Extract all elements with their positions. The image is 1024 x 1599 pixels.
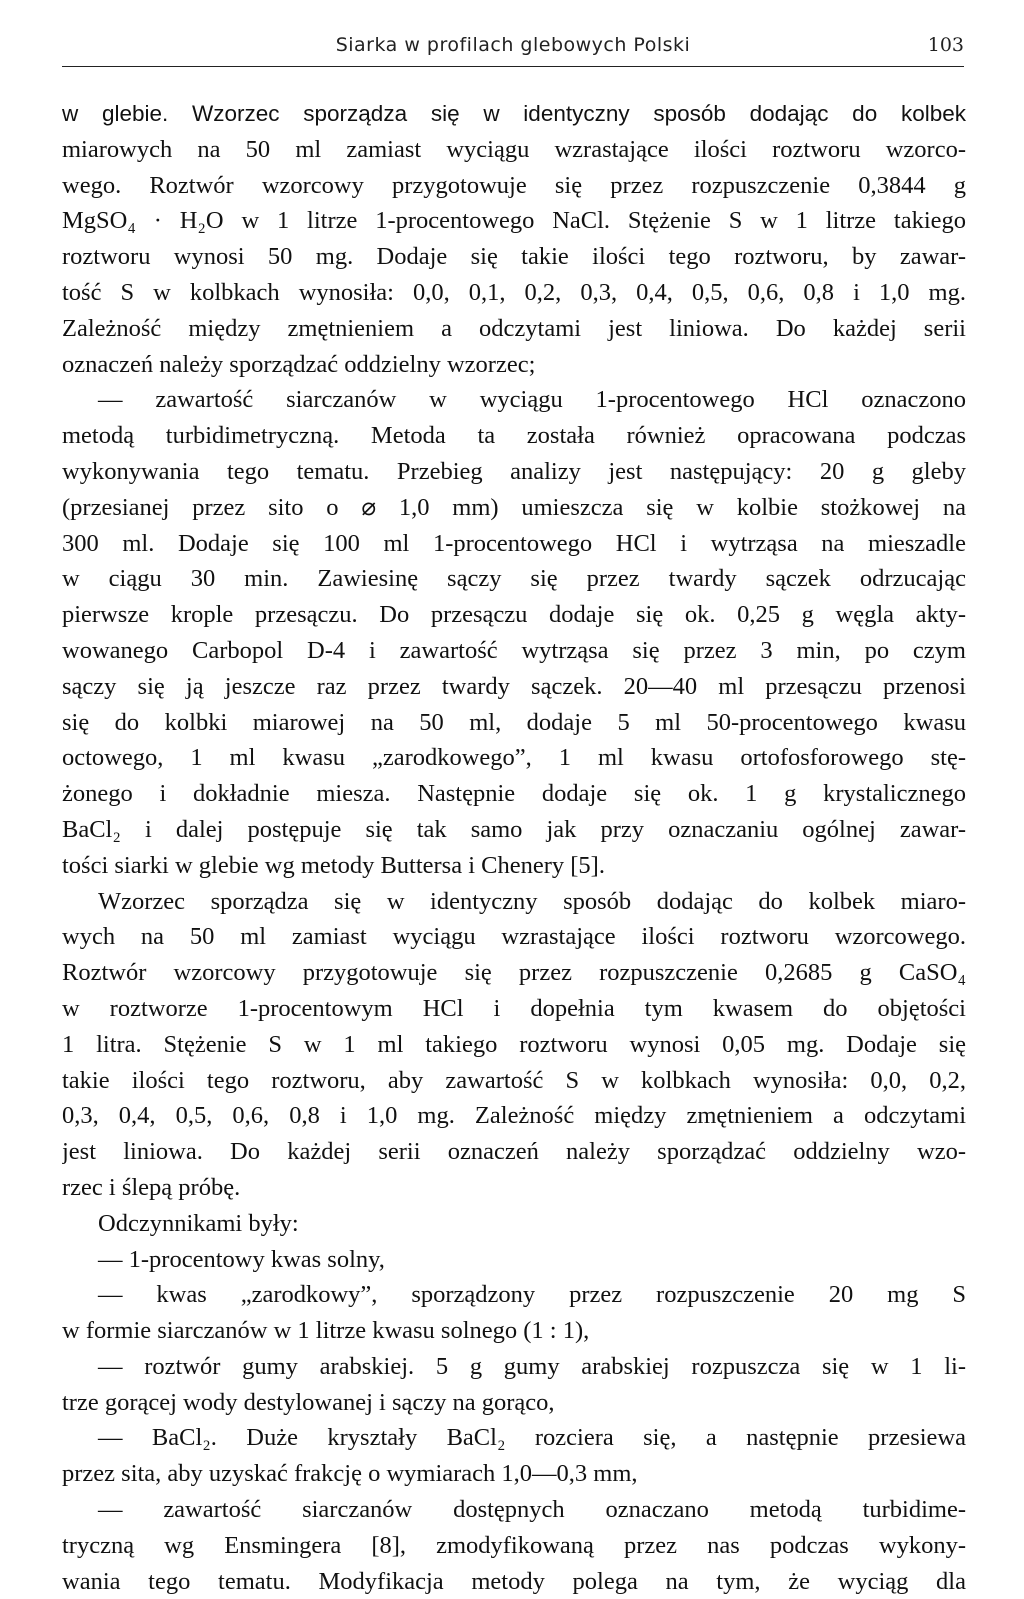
- text-line: rzec i ślepą próbę.: [62, 1173, 241, 1201]
- text-line: Zależność między zmętnieniem a odczytami jest liniowa. Do każdej serii: [62, 314, 966, 342]
- text-line: 0,3, 0,4, 0,5, 0,6, 0,8 i 1,0 mg. Zależność między zmętnieniem a odczytami: [62, 1102, 966, 1130]
- text-line: 300 ml. Dodaje się 100 ml 1-procentowego HCl i wytrząsa na mieszadle: [62, 529, 966, 557]
- text-line: w roztworze 1-procentowym HCl i dopełnia tym kwasem do objętości: [62, 994, 966, 1022]
- text-line: — zawartość siarczanów w wyciągu 1-procentowego HCl oznaczono: [98, 386, 966, 414]
- text-line: Roztwór wzorcowy przygotowuje się przez rozpuszczenie 0,2685 g CaSO₄: [62, 959, 966, 987]
- text-line: tość S w kolbkach wynosiła: 0,0, 0,1, 0,2, 0,3, 0,4, 0,5, 0,6, 0,8 i 1,0 mg.: [62, 278, 966, 306]
- text-line: wania tego tematu. Modyfikacja metody polega na tym, że wyciąg dla: [62, 1567, 966, 1595]
- text-line: trze gorącej wody destylowanej i sączy na gorąco,: [62, 1388, 555, 1416]
- text-line: wykonywania tego tematu. Przebieg analizy jest następujący: 20 g gleby: [62, 457, 966, 485]
- text-line: 1 litra. Stężenie S w 1 ml takiego roztworu wynosi 0,05 mg. Dodaje się: [62, 1030, 966, 1058]
- text-line: — zawartość siarczanów dostępnych oznaczano metodą turbidime-: [98, 1496, 966, 1524]
- text-line: — 1-procentowy kwas solny,: [98, 1245, 385, 1273]
- text-line: żonego i dokładnie miesza. Następnie dodaje się ok. 1 g krystalicznego: [62, 780, 966, 808]
- text-line: takie ilości tego roztworu, aby zawartość S w kolbkach wynosiła: 0,0, 0,2,: [62, 1066, 966, 1094]
- body-text: [62, 96, 966, 1599]
- page-number: 103: [927, 34, 964, 56]
- text-line: — kwas „zarodkowy”, sporządzony przez rozpuszczenie 20 mg S: [98, 1281, 966, 1309]
- text-line: miarowych na 50 ml zamiast wyciągu wzrastające ilości roztworu wzorco-: [62, 135, 966, 163]
- text-line: jest liniowa. Do każdej serii oznaczeń należy sporządzać oddzielny wzo-: [62, 1138, 966, 1166]
- text-line: (przesianej przez sito o ⌀ 1,0 mm) umieszcza się w kolbie stożkowej na: [62, 493, 966, 521]
- text-line: Wzorzec sporządza się w identyczny sposób dodając do kolbek miaro-: [98, 887, 966, 915]
- text-line: octowego, 1 ml kwasu „zarodkowego”, 1 ml kwasu ortofosforowego stę-: [62, 744, 966, 772]
- text-line: Odczynnikami były:: [98, 1209, 299, 1237]
- running-title: Siarka w profilach glebowych Polski: [335, 34, 691, 56]
- text-line: wowanego Carbopol D-4 i zawartość wytrząsa się przez 3 min, po czym: [62, 636, 966, 664]
- text-line: oznaczeń należy sporządzać oddzielny wzorzec;: [62, 350, 536, 378]
- text-line: w glebie. Wzorzec sporządza się w identyczny sposób dodając do kolbek: [62, 101, 966, 126]
- text-line: metodą turbidimetryczną. Metoda ta została również opracowana podczas: [62, 422, 966, 450]
- text-line: w formie siarczanów w 1 litrze kwasu solnego (1 : 1),: [62, 1317, 590, 1345]
- text-line: przez sita, aby uzyskać frakcję o wymiarach 1,0—0,3 mm,: [62, 1460, 638, 1488]
- text-line: w ciągu 30 min. Zawiesinę sączy się przez twardy sączek odrzucając: [62, 565, 966, 593]
- text-line: — roztwór gumy arabskiej. 5 g gumy arabskiej rozpuszcza się w 1 li-: [98, 1352, 966, 1380]
- text-line: wych na 50 ml zamiast wyciągu wzrastające ilości roztworu wzorcowego.: [62, 923, 966, 951]
- text-line: tryczną wg Ensmingera [8], zmodyfikowaną przez nas podczas wykony-: [62, 1531, 966, 1559]
- text-line: MgSO₄ · H₂O w 1 litrze 1-procentowego NaCl. Stężenie S w 1 litrze takiego: [62, 207, 966, 235]
- text-line: sączy się ją jeszcze raz przez twardy sączek. 20—40 ml przesączu przenosi: [62, 672, 966, 700]
- text-line: BaCl₂ i dalej postępuje się tak samo jak przy oznaczaniu ogólnej zawar-: [62, 815, 966, 843]
- text-line: wego. Roztwór wzorcowy przygotowuje się przez rozpuszczenie 0,3844 g: [62, 171, 966, 199]
- text-line: tości siarki w glebie wg metody Buttersa i Chenery [5].: [62, 851, 605, 879]
- page-header: [62, 26, 964, 67]
- text-line: roztworu wynosi 50 mg. Dodaje się takie ilości tego roztworu, by zawar-: [62, 243, 966, 271]
- text-line: — BaCl₂. Duże kryształy BaCl₂ rozciera się, a następnie przesiewa: [98, 1424, 966, 1452]
- text-line: pierwsze krople przesączu. Do przesączu dodaje się ok. 0,25 g węgla akty-: [62, 601, 966, 629]
- text-line: się do kolbki miarowej na 50 ml, dodaje 5 ml 50-procentowego kwasu: [62, 708, 966, 736]
